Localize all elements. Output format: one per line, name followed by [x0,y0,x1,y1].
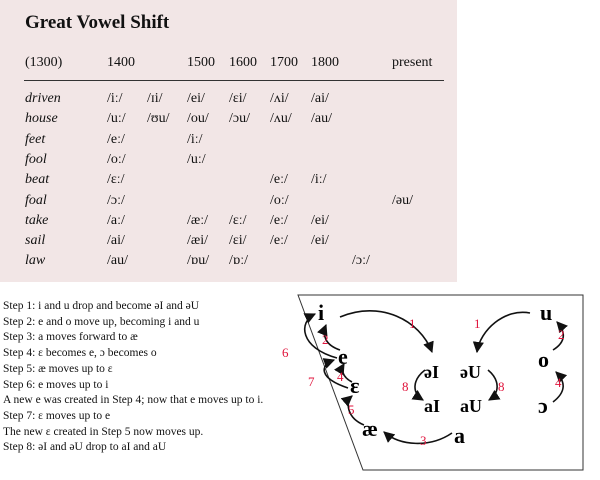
diphthong-schwa-i: əI [424,362,439,382]
table-cell: /ɛi/ [229,91,247,106]
table-cell: /ɔː/ [107,192,125,208]
table-cell: /iː/ [311,172,327,188]
step-number-1-left: 1 [409,316,416,331]
step-line: Step 6: e moves up to i [3,378,109,391]
column-header: 1400 [107,55,135,70]
table-cell: /eː/ [270,233,288,249]
vowel-ae: æ [362,416,378,441]
table-cell: /iː/ [107,91,123,106]
diphthong-schwa-u: əU [460,362,481,382]
table-cell: /ʌi/ [270,91,289,106]
step-line: Step 3: a moves forward to æ [3,331,138,344]
step-line: Step 2: e and o move up, becoming i and u [3,315,200,328]
table-cell: /oː/ [107,151,126,167]
table-cell: /æi/ [187,233,209,249]
row-word: driven [25,91,61,106]
row-word: beat [25,172,50,188]
table-title: Great Vowel Shift [25,12,170,33]
table-cell: /ʊu/ [147,111,170,127]
column-header: (1300) [25,55,63,70]
step-number-2-left: 2 [322,332,329,347]
column-header: present [392,55,433,70]
step-line: Step 4: ɛ becomes e, ɔ becomes o [3,347,157,360]
table-cell: /ʌu/ [270,111,292,127]
vowel-epsilon: ɛ [350,373,360,398]
table-cell: /oː/ [270,192,289,208]
vowel-a: a [454,423,465,448]
vowel-open-o: ɔ [538,393,548,418]
step-line: Step 1: i and u drop and become əI and əU [3,300,200,312]
table-cell: /uː/ [107,111,126,127]
table-cell: /aː/ [107,212,125,228]
arrow-step1-right [477,312,530,352]
row-word: fool [25,151,47,167]
arrow-step1-left [340,311,432,352]
step-number-8-right: 8 [498,379,505,394]
table-cell: /eː/ [107,131,125,147]
step-number-2-right: 2 [558,327,565,342]
step-number-4-right: 4 [555,375,562,390]
table-cell: /ɛː/ [107,172,125,188]
row-word: take [25,212,49,228]
table-cell: /ei/ [311,233,329,249]
table-cell: /əu/ [392,192,413,208]
step-line: Step 5: æ moves up to ɛ [3,362,113,375]
diphthong-a-i: aI [424,396,441,416]
table-cell: /au/ [311,111,332,127]
step-number-5: 5 [348,402,355,417]
table-cell: /ɛi/ [229,233,247,249]
table-cell: /ai/ [107,233,125,249]
step-line: Step 7: ɛ moves up to e [3,409,111,422]
table-cell: /ɪi/ [147,91,163,106]
step-number-4-left: 4 [337,369,344,384]
step-number-3: 3 [420,433,427,448]
column-header: 1800 [311,55,339,70]
arrow-step3 [384,432,452,443]
table-cell: /ou/ [187,111,209,127]
step-number-6: 6 [282,345,289,360]
row-word: house [25,111,58,127]
table-cell: /au/ [107,253,128,269]
table-cell: /ɔː/ [352,253,370,269]
table-cell: /ɛː/ [229,212,247,228]
table-cell: /ɔu/ [229,111,250,127]
table-cell: /ɒː/ [229,253,248,269]
row-word: law [25,253,46,269]
table-cell: /ai/ [311,91,329,106]
table-cell: /iː/ [187,131,203,147]
table-cell: /eː/ [270,212,288,228]
step-number-7: 7 [308,374,315,389]
step-number-8-left: 8 [402,379,409,394]
table-cell: /uː/ [187,151,206,167]
vowel-i: i [318,300,325,325]
arrow-step8-right [488,370,497,400]
row-word: feet [25,131,46,147]
step-line: Step 8: əI and əU drop to aI and aU [3,441,167,454]
row-word: foal [25,192,47,208]
vowel-e: e [338,344,348,369]
column-header: 1600 [229,55,257,70]
row-word: sail [25,233,46,249]
column-header: 1700 [270,55,298,70]
table-cell: /eː/ [270,172,288,188]
table-cell: /æː/ [187,212,209,228]
column-header: 1500 [187,55,215,70]
vowel-o: o [538,347,549,372]
table-cell: /ei/ [187,91,205,106]
diphthong-a-u: aU [460,396,482,416]
step-line: The new ɛ created in Step 5 now moves up. [3,425,204,438]
step-number-1-right: 1 [474,316,481,331]
table-cell: /ɒu/ [187,253,210,269]
step-line: A new e was created in Step 4; now that e moves up to i. [3,394,264,407]
table-cell: /ei/ [311,212,329,228]
vowel-u: u [540,300,553,325]
